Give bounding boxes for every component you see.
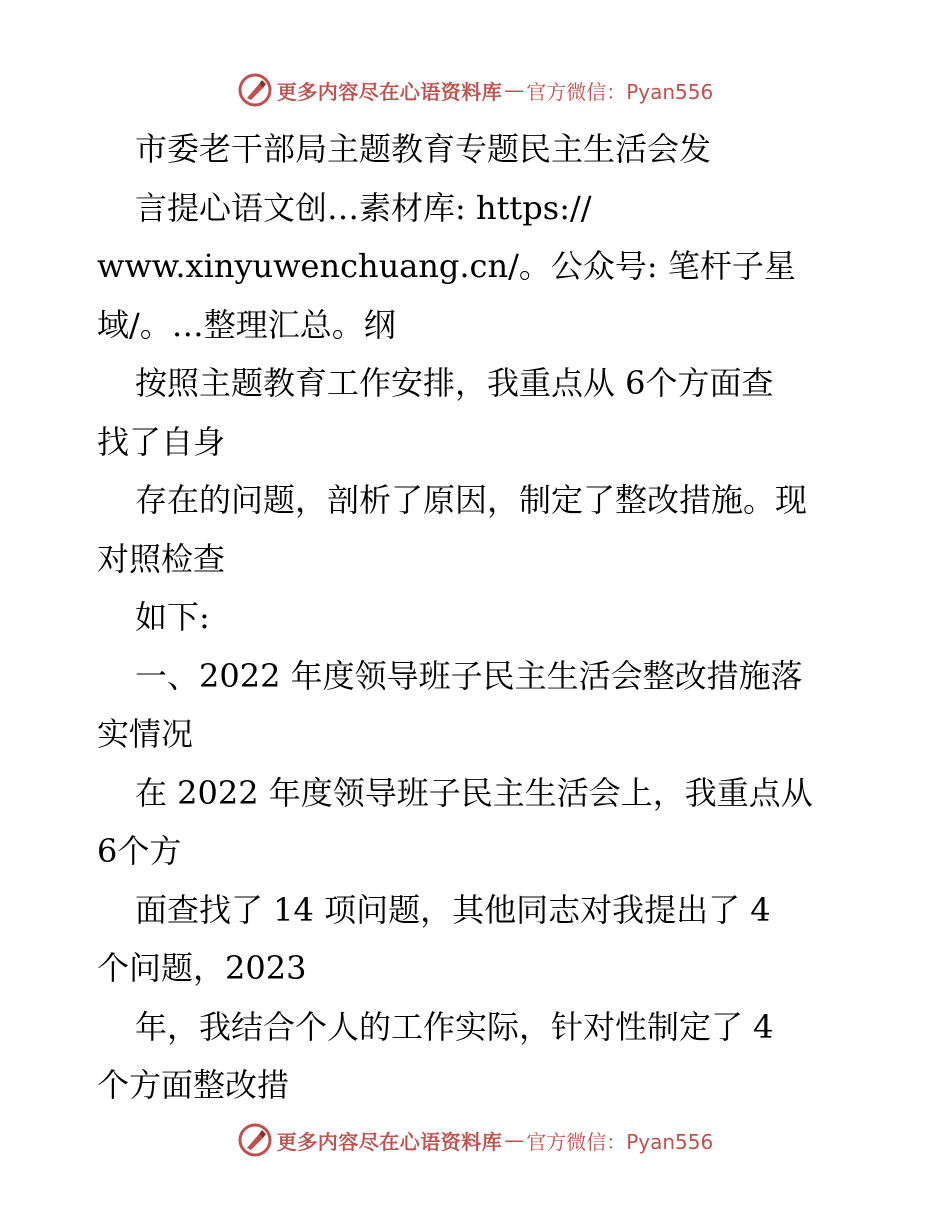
text-line: 按照主题教育工作安排，我重点从 6个方面查: [135, 364, 774, 402]
text-line: 年，我结合个人的工作实际，针对性制定了 4: [135, 1007, 774, 1046]
text-line: 找了自身: [97, 422, 226, 461]
text-line: 域/。…整理汇总。纲: [97, 305, 396, 344]
footer-banner: [0, 1120, 950, 1160]
banner-slogan: 更多内容尽在心语资料库: [276, 1129, 503, 1154]
document-body: [97, 120, 877, 1115]
text-line: 面查找了 14 项问题，其他同志对我提出了 4: [135, 890, 771, 929]
text-line: 对照检查: [97, 539, 226, 578]
pen-logo-icon: [237, 1122, 273, 1158]
banner-separator: —: [504, 1128, 525, 1152]
text-line: 6个方: [97, 832, 182, 870]
text-line: 个方面整改措: [97, 1066, 290, 1104]
text-line: 在 2022 年度领导班子民主生活会上，我重点从: [135, 773, 813, 812]
banner-contact: 官方微信：Pyan556: [526, 79, 714, 104]
banner-separator: —: [504, 78, 525, 102]
text-line: www.xinyuwenchuang.cn/。公众号: 笔杆子星: [97, 247, 796, 285]
text-line: 实情况: [97, 715, 194, 753]
text-line: 言提心语文创…素材库: https://: [135, 188, 592, 227]
text-line: 存在的问题，剖析了原因，制定了整改措施。现: [135, 481, 808, 519]
banner-contact: 官方微信：Pyan556: [526, 1129, 714, 1154]
text-line: 市委老干部局主题教育专题民主生活会发: [135, 130, 712, 168]
banner-slogan: 更多内容尽在心语资料库: [276, 79, 503, 104]
text-line: 个问题，2023: [97, 949, 307, 987]
pen-logo-icon: [237, 72, 273, 108]
header-banner: [0, 70, 950, 110]
text-line: 一、2022 年度领导班子民主生活会整改措施落: [135, 656, 803, 695]
text-line: 如下:: [135, 598, 210, 636]
